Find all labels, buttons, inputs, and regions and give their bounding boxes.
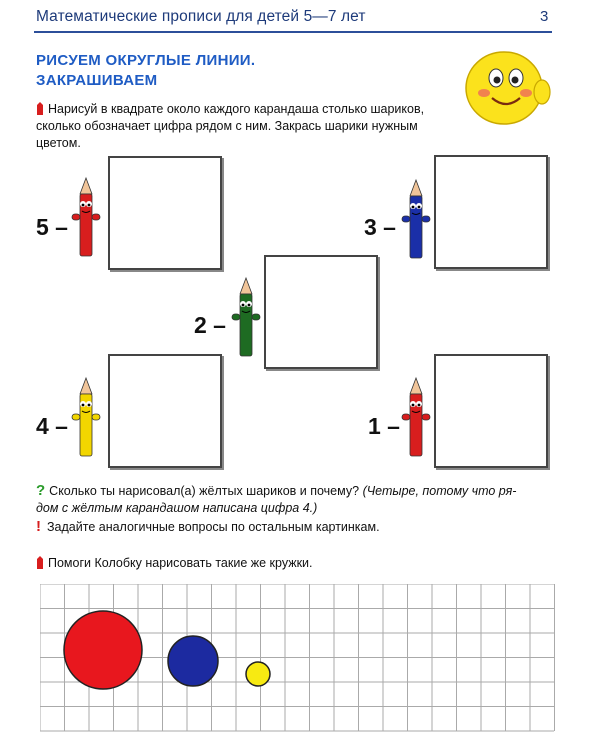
header-title: Математические прописи для детей 5—7 лет [36, 8, 366, 25]
red-pencil-icon [70, 176, 102, 260]
task1-line2: сколько обозначает цифра рядом с ним. Закрась шарики нужным [36, 119, 418, 133]
task2-instruction [36, 555, 566, 572]
number-4: 4 – [36, 413, 68, 439]
blue-pencil-icon [400, 178, 432, 262]
task1-line3: цветом. [36, 136, 81, 150]
red-pencil-2-icon [400, 376, 432, 460]
question-mark-icon: ? [36, 482, 46, 499]
number-3: 3 – [364, 214, 396, 240]
yellow-pencil-icon [70, 376, 102, 460]
page-number: 3 [540, 8, 549, 25]
blue-circle [168, 636, 218, 686]
number-5: 5 – [36, 214, 68, 240]
section-heading-line2: ЗАКРАШИВАЕМ [36, 72, 158, 89]
green-pencil-icon [230, 276, 262, 360]
red-circle [64, 611, 142, 689]
drawing-box-5[interactable] [108, 156, 222, 270]
note-block [36, 518, 566, 536]
answer-part1: (Четыре, потому что ря- [362, 484, 517, 498]
section-heading-line1: РИСУЕМ ОКРУГЛЫЕ ЛИНИИ. [36, 52, 256, 69]
task1-line1: Нарисуй в квадрате около каждого карандаша столько шариков, [48, 102, 425, 116]
question-block [36, 482, 566, 517]
number-2: 2 – [194, 312, 226, 338]
drawing-box-2[interactable] [264, 255, 378, 369]
task2-text: Помоги Колобку нарисовать такие же кружки. [48, 556, 313, 570]
yellow-circle [246, 662, 270, 686]
drawing-box-4[interactable] [108, 354, 222, 468]
header-divider [34, 31, 552, 33]
note-text: Задайте аналогичные вопросы по остальным картинкам. [47, 520, 380, 534]
drawing-box-3[interactable] [434, 155, 548, 269]
pencil-bullet-icon [36, 102, 44, 115]
pencil-bullet-icon [36, 556, 44, 569]
number-1: 1 – [368, 413, 400, 439]
exclamation-icon: ! [36, 518, 41, 535]
drawing-grid[interactable] [40, 584, 560, 732]
task1-instruction [36, 101, 476, 152]
drawing-box-1[interactable] [434, 354, 548, 468]
answer-part2: дом с жёлтым карандашом написана цифра 4.) [36, 501, 318, 515]
question-text: Сколько ты нарисовал(а) жёлтых шариков и почему? [49, 484, 360, 498]
